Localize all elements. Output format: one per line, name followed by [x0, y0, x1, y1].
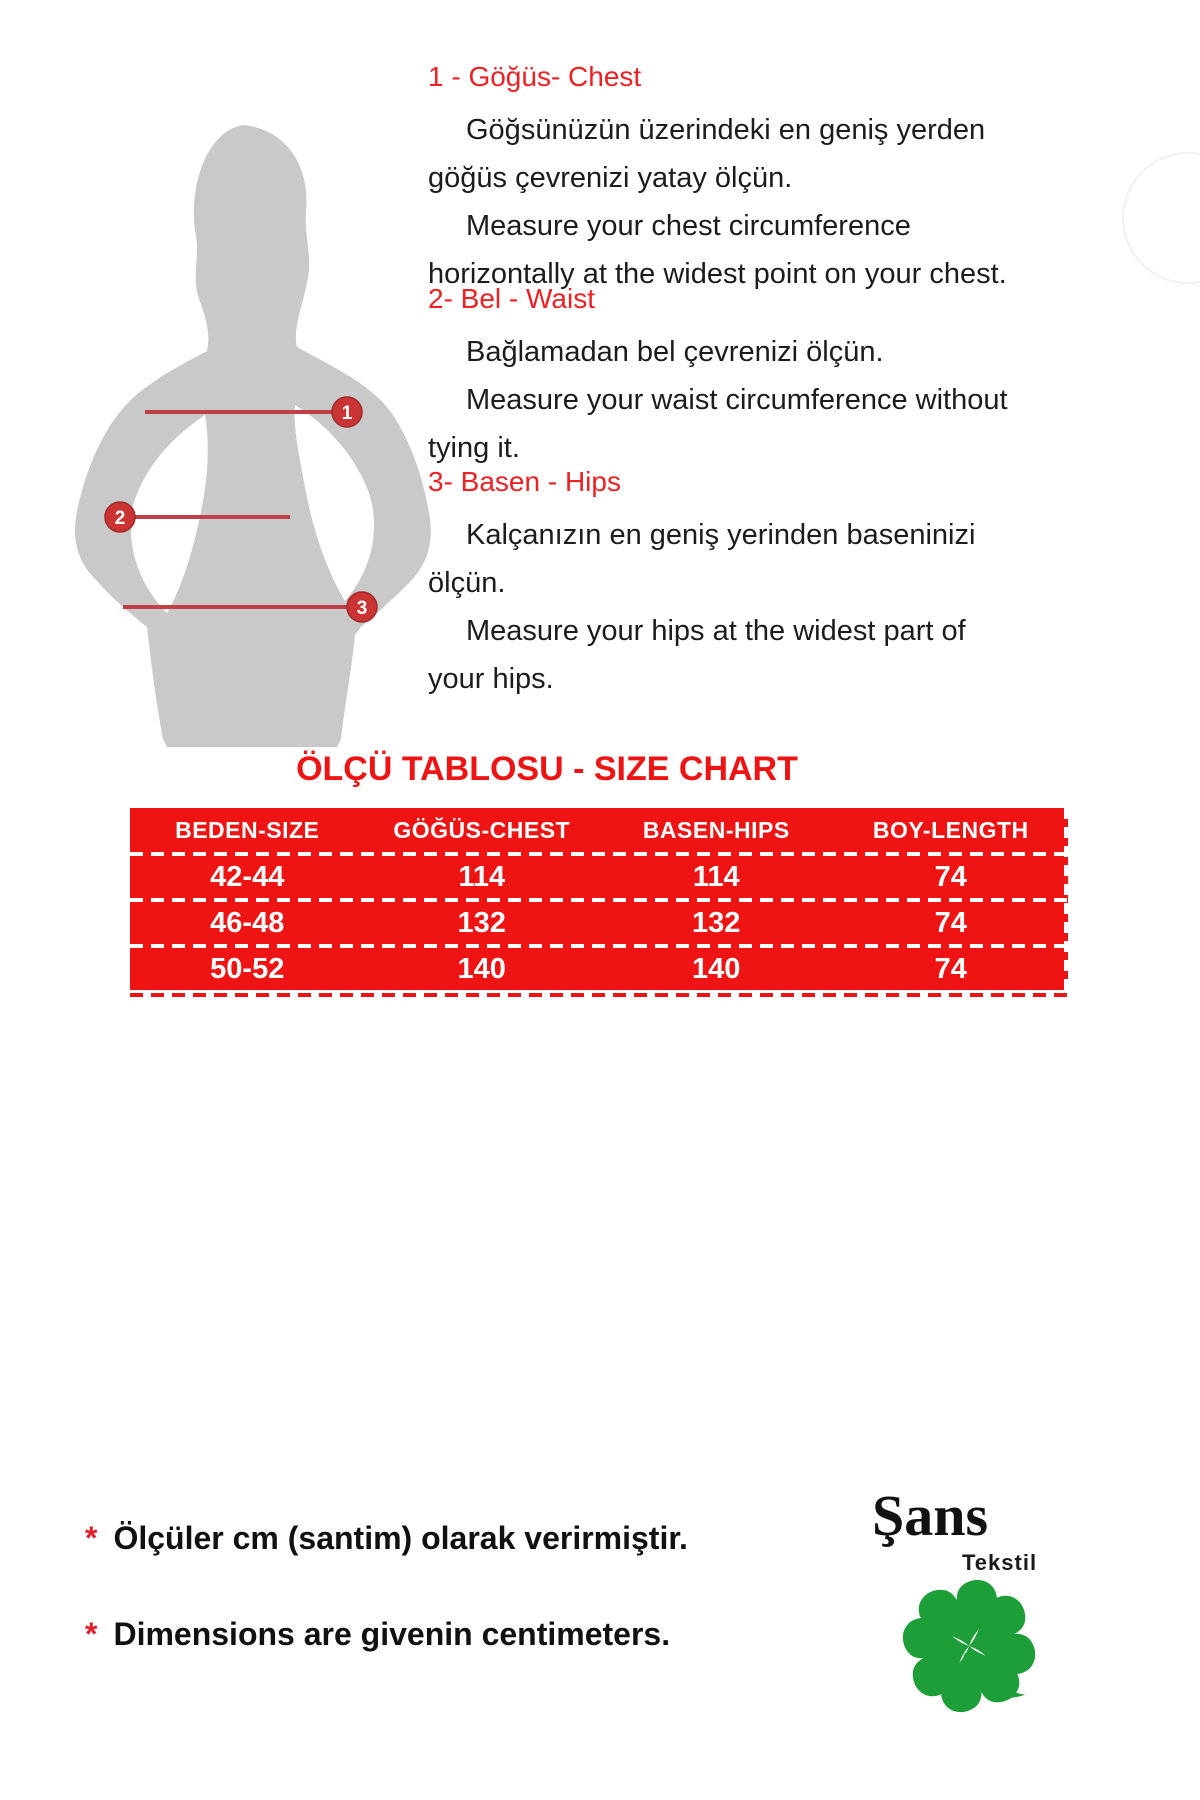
header-beden-size: BEDEN-SIZE: [175, 816, 320, 843]
section-hips-line-3: Measure your hips at the widest part of: [466, 615, 966, 647]
hips-badge-number: 3: [356, 598, 368, 619]
faint-circle-watermark: [1122, 152, 1200, 284]
cell-chest: 114: [458, 860, 506, 893]
cell-chest: 132: [457, 906, 506, 939]
section-hips-line-2: ölçün.: [428, 567, 506, 599]
section-chest-line-3: Measure your chest circumference: [466, 210, 911, 242]
cell-size: 46-48: [210, 906, 285, 939]
section-waist-line-1: Bağlamadan bel çevrenizi ölçün.: [466, 336, 884, 368]
section-hips-heading: 3- Basen - Hips: [428, 466, 621, 497]
section-waist: [428, 282, 1008, 472]
size-chart-red-block: [130, 808, 1068, 990]
red-asterisk: *: [85, 1520, 98, 1556]
footnote-turkish: [85, 1520, 688, 1557]
waist-badge-number: 2: [114, 508, 126, 529]
header-basen-hips: BASEN-HIPS: [642, 816, 790, 843]
brand-logo-subtext: Tekstil: [962, 1550, 1038, 1575]
cell-hips: 132: [692, 906, 741, 939]
cell-hips: 114: [692, 860, 740, 893]
footnote-english-text: Dimensions are givenin centimeters.: [113, 1616, 671, 1652]
header-gogus-chest: GÖĞÜS-CHEST: [393, 816, 571, 843]
table-row: [130, 902, 1068, 944]
section-hips: [428, 465, 975, 703]
red-asterisk: *: [85, 1616, 98, 1652]
section-waist-heading: 2- Bel - Waist: [428, 283, 595, 314]
chest-badge-number: 1: [341, 403, 353, 424]
body-silhouette-diagram: [55, 115, 435, 747]
clover-icon: [898, 1578, 1046, 1714]
section-chest-heading: 1 - Göğüs- Chest: [428, 61, 642, 92]
table-bottom-dashed-edge: [130, 993, 1068, 997]
section-chest-line-4: horizontally at the widest point on your chest.: [428, 258, 1007, 290]
cell-hips: 140: [692, 952, 741, 985]
footnote-turkish-text: Ölçüler cm (santim) olarak verirmiştir.: [113, 1520, 688, 1556]
brand-logo-text: Şans: [872, 1483, 989, 1548]
size-chart-title: ÖLÇÜ TABLOSU - SIZE CHART: [296, 750, 798, 788]
section-chest-line-1: Göğsünüzün üzerindeki en geniş yerden: [466, 114, 986, 146]
silhouette-body: [75, 125, 431, 747]
header-boy-length: BOY-LENGTH: [872, 816, 1029, 843]
section-waist-line-2: Measure your waist circumference without: [466, 384, 1008, 416]
cell-size: 50-52: [210, 952, 285, 985]
table-header-row: [130, 808, 1068, 852]
section-chest: [428, 60, 1007, 298]
cell-length: 74: [934, 906, 967, 939]
table-row: [130, 856, 1068, 898]
section-hips-line-1: Kalçanızın en geniş yerinden baseninizi: [466, 519, 976, 551]
cell-chest: 140: [457, 952, 506, 985]
cell-length: 74: [934, 860, 967, 893]
section-waist-line-3: tying it.: [428, 432, 520, 464]
table-right-dashed-edge: [1064, 808, 1068, 990]
cell-size: 42-44: [210, 860, 285, 893]
size-chart-table: [130, 808, 1068, 997]
cell-length: 74: [934, 952, 967, 985]
section-hips-line-4: your hips.: [428, 663, 554, 695]
footnote-english: [85, 1616, 670, 1653]
table-row: [130, 948, 1068, 990]
section-chest-line-2: göğüs çevrenizi yatay ölçün.: [428, 162, 793, 194]
